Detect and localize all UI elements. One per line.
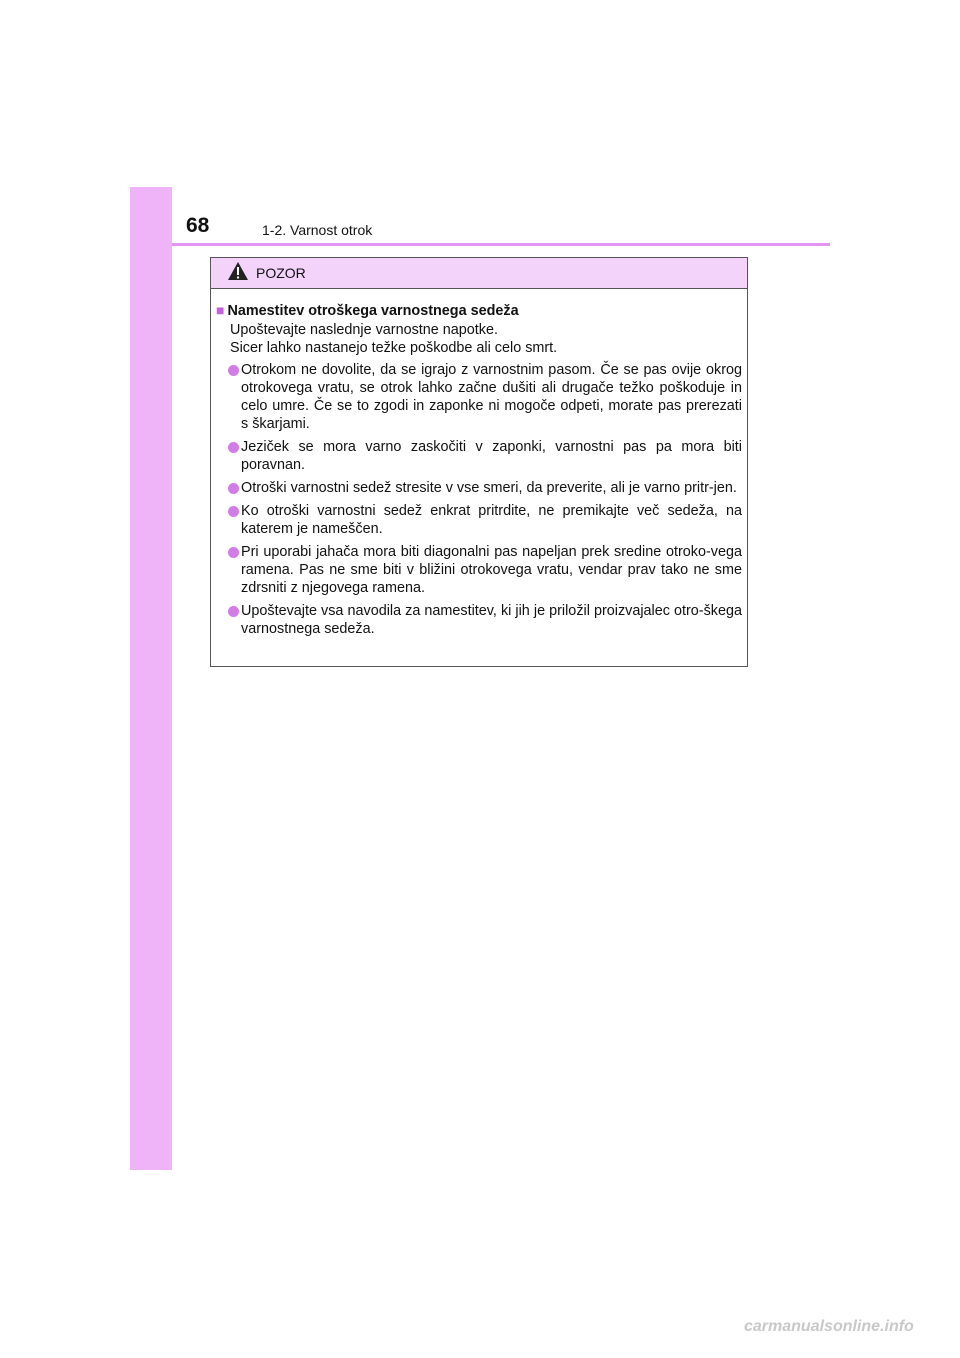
bullet-item [216,602,742,638]
warning-triangle-icon [227,261,249,281]
round-bullet-icon [228,442,239,453]
warning-label: POZOR [256,265,306,281]
side-color-band [130,187,172,1170]
warning-header [211,258,747,289]
warning-body [211,289,747,638]
bullet-item [216,361,742,433]
bullet-item [216,502,742,538]
watermark: carmanualsonline.info [744,1318,914,1335]
bullet-item [216,543,742,597]
round-bullet-icon [228,506,239,517]
round-bullet-icon [228,547,239,558]
warning-heading [216,301,742,320]
bullet-text: Upoštevajte vsa navodila za namestitev, ki jih je priložil proizvajalec otro-škega varnostnega sedeža. [241,603,742,637]
square-bullet-icon: ■ [216,302,225,318]
round-bullet-icon [228,365,239,376]
bullet-text: Ko otroški varnostni sedež enkrat pritrdite, ne premikajte več sedeža, na katerem je nameščen. [241,503,742,537]
intro-line-2: Sicer lahko nastanejo težke poškodbe ali celo smrt. [230,340,558,356]
bullet-text: Jeziček se mora varno zaskočiti v zaponki, varnostni pas pa mora biti poravnan. [241,439,742,473]
round-bullet-icon [228,483,239,494]
header-rule [172,243,830,246]
bullet-text: Pri uporabi jahača mora biti diagonalni pas napeljan prek sredine otroko-vega ramena. Pas ne sme biti v bližini otrokovega vratu, vendar prav tako ne sme zdrsniti z njegovega ramena. [241,544,742,596]
warning-heading-text: Namestitev otroškega varnostnega sedeža [227,303,519,319]
bullet-item [216,479,742,497]
bullet-text: Otroški varnostni sedež stresite v vse smeri, da preverite, ali je varno pritr-jen. [241,480,737,496]
bullet-item [216,438,742,474]
section-title: 1-2. Varnost otrok [262,222,373,238]
bullet-text: Otrokom ne dovolite, da se igrajo z varnostnim pasom. Če se pas ovije okrog otrokovega vratu, se otrok lahko začne dušiti ali drugače težko poškoduje in celo umre. Če se to zgodi in zaponke ni mogoče odpeti, morate pas prerezati s škarjami. [241,362,742,432]
intro-line-1: Upoštevajte naslednje varnostne napotke. [230,322,499,338]
warning-box [210,257,748,667]
round-bullet-icon [228,606,239,617]
warning-bullet-list [216,361,742,638]
page-number: 68 [186,214,210,237]
